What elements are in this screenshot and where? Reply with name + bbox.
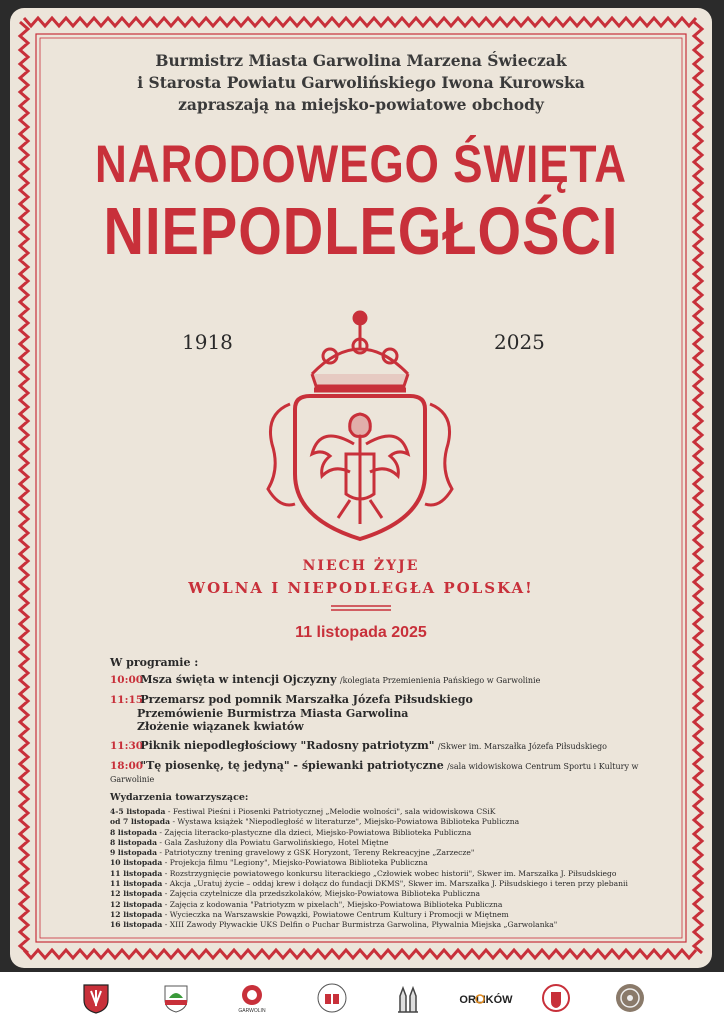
event-text: - Rozstrzygnięcie powiatowego konkursu literackiego „Człowiek wobec historii", Skwer im. Marszałka J. Piłsudskiego: [162, 868, 617, 878]
sponsor-footer: [0, 972, 724, 1024]
biblioteka-logo: [316, 982, 348, 1014]
program-title: "Tę piosenkę, tę jedyną" - śpiewanki patriotyczne: [140, 759, 444, 772]
event-item: [110, 817, 670, 827]
year-left: 1918: [182, 330, 233, 354]
event-date: 9 listopada: [110, 848, 158, 858]
header-line-1: Burmistrz Miasta Garwolina Marzena Świeczak: [155, 51, 567, 70]
event-text: - Zajęcia czytelnicze dla przedszkolaków, Miejsko-Powiatowa Biblioteka Publiczna: [162, 889, 481, 899]
event-text: - Projekcja filmu "Legiony", Miejsko-Powiatowa Biblioteka Publiczna: [162, 858, 428, 868]
program-item: [110, 739, 670, 753]
program-item: [110, 759, 670, 786]
events-list: [110, 807, 670, 931]
event-date: 4-5 listopada: [110, 807, 166, 816]
program-time: 10:00: [110, 674, 144, 686]
invitation-header: [10, 50, 712, 116]
event-item: [110, 807, 670, 817]
csik-garwolin-logo: [236, 982, 268, 1014]
event-text: - Wycieczka na Warszawskie Powązki, Powiatowe Centrum Kultury i Promocji w Miętnem: [162, 909, 509, 919]
program-title: Msza święta w intencji Ojczyzny: [140, 673, 337, 686]
event-date: 8 listopada: [110, 837, 158, 847]
orlikow-text: ORLIKÓW: [459, 994, 513, 1006]
program-title: Piknik niepodległościowy "Radosny patriotyzm": [140, 739, 435, 752]
program-time: 18:00: [110, 760, 144, 772]
program-location: /Skwer im. Marszałka Józefa Piłsudskiego: [437, 742, 607, 751]
program-location: /sala widowiskowa Centrum Sportu i Kultury w Garwolinie: [110, 762, 639, 784]
event-date: od 7 listopada: [110, 817, 171, 827]
program-subline: Przemówienie Burmistrza Miasta Garwolina: [137, 707, 409, 720]
event-date: 8 listopada: [110, 827, 158, 837]
event-date: 10 listopada: [110, 858, 163, 868]
event-date: 12 listopada: [110, 889, 163, 899]
header-line-2: i Starosta Powiatu Garwolińskiego Iwona Kurowska: [137, 73, 585, 92]
events-heading: Wydarzenia towarzyszące:: [110, 792, 249, 803]
kolegiata-logo: [392, 982, 424, 1014]
powiat-garwolinski-logo: [160, 982, 192, 1014]
polish-eagle-crest-icon: [250, 304, 470, 554]
program-item: [110, 693, 670, 733]
header-line-3: zapraszają na miejsko-powiatowe obchody: [178, 95, 544, 114]
motto-line-2: WOLNA I NIEPODLEGŁA POLSKA!: [188, 579, 534, 597]
coat-of-arms-garwolin-logo: [80, 982, 112, 1014]
event-text: - XIII Zawody Pływackie UKS Delfin o Puchar Burmistrza Garwolina, Pływalnia Miejska „Garwolanka": [162, 920, 558, 930]
event-date: 12 listopada: [110, 899, 163, 909]
program-section: [110, 656, 670, 931]
event-date: 11 listopada: [110, 879, 163, 889]
event-item: [110, 900, 670, 910]
title-line-2: NIEPODLEGŁOŚCI: [103, 192, 619, 269]
program-time: 11:30: [110, 740, 144, 752]
orlikow-logo: [458, 982, 514, 1014]
event-item: [110, 858, 670, 868]
event-item: [110, 838, 670, 848]
event-item: [110, 848, 670, 858]
round-seal-logo: [614, 982, 646, 1014]
event-date: 11 listopada: [110, 868, 163, 878]
program-item: [110, 673, 670, 687]
event-text: - Zajęcia literacko-plastyczne dla dzieci, Miejsko-Powiatowa Biblioteka Publiczna: [157, 827, 472, 837]
motto-line-1: NIECH ŻYJE: [302, 558, 420, 574]
event-text: - Akcja „Uratuj życie – oddaj krew i dołącz do fundacji DKMS", Skwer im. Marszałka J. Piłsudskiego i teren przy plebanii: [162, 879, 628, 889]
event-item: [110, 889, 670, 899]
pckip-logo: [540, 982, 572, 1014]
title-line-1: NARODOWEGO ŚWIĘTA: [95, 135, 627, 194]
event-text: - Zajęcia z kodowania "Patriotyzm w pixelach", Miejsko-Powiatowa Biblioteka Publiczna: [162, 899, 503, 909]
event-item: [110, 920, 670, 930]
event-item: [110, 910, 670, 920]
event-item: [110, 828, 670, 838]
poster: [10, 8, 712, 968]
program-heading: W programie :: [110, 656, 199, 669]
event-date: 16 listopada: [110, 920, 163, 930]
program-location: /kolegiata Przemienienia Pańskiego w Garwolinie: [339, 676, 541, 685]
csik-caption: GARWOLIN: [238, 1008, 266, 1014]
program-subline: Złożenie wiązanek kwiatów: [137, 720, 304, 733]
event-date: 11 listopada 2025: [295, 624, 427, 641]
motto-divider: [331, 604, 391, 612]
event-item: [110, 879, 670, 889]
program-time: 11:15: [110, 694, 144, 706]
event-date: 12 listopada: [110, 909, 163, 919]
program-title: Przemarsz pod pomnik Marszałka Józefa Piłsudskiego: [140, 693, 473, 706]
event-text: - Patriotyczny trening gravelowy z GSK Horyzont, Tereny Rekreacyjne „Zarzecze": [157, 848, 475, 858]
event-text: - Gala Zasłużony dla Powiatu Garwolińskiego, Hotel Miętne: [157, 837, 389, 847]
event-item: [110, 869, 670, 879]
event-text: - Wystawa książek "Niepodległość w literaturze", Miejsko-Powiatowa Biblioteka Publiczna: [170, 817, 520, 827]
event-text: - Festiwal Pieśni i Piosenki Patriotycznej „Melodie wolności", sala widowiskowa CSiK: [165, 807, 496, 816]
year-right: 2025: [494, 330, 545, 354]
